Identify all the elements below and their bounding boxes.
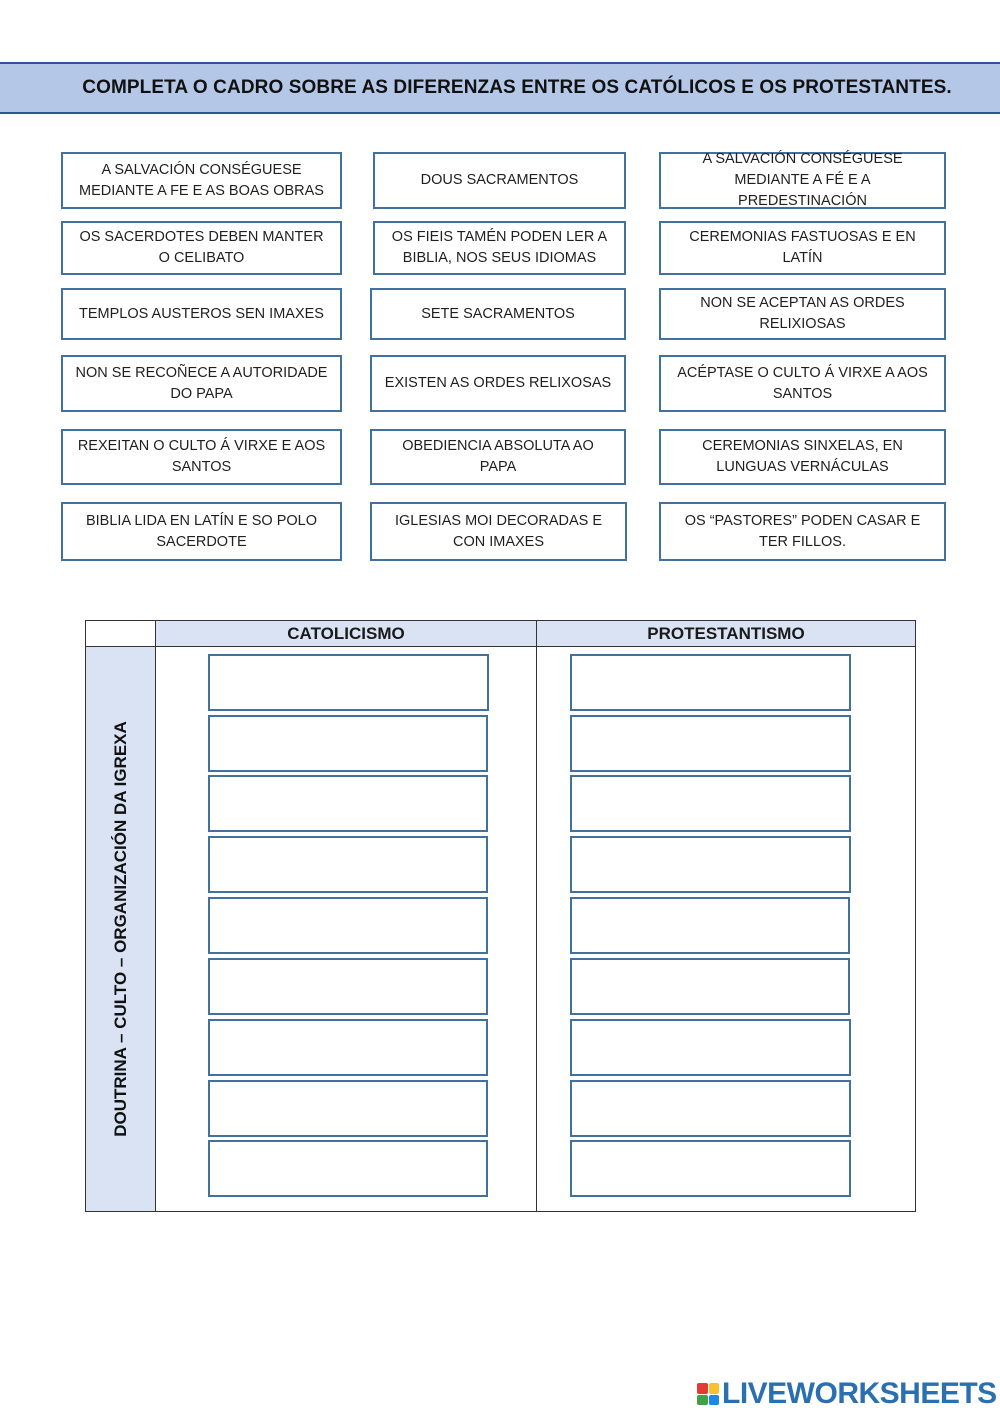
protestantismo-drop-slot[interactable] xyxy=(570,1080,851,1137)
protestantismo-drop-slot[interactable] xyxy=(570,958,850,1015)
catolicismo-drop-slot[interactable] xyxy=(208,897,488,954)
answer-card[interactable]: NON SE ACEPTAN AS ORDES RELIXIOSAS xyxy=(659,288,946,340)
answer-card[interactable]: DOUS SACRAMENTOS xyxy=(373,152,626,209)
liveworksheets-logo xyxy=(697,1378,997,1410)
protestantismo-drop-slot[interactable] xyxy=(570,1140,851,1197)
answer-card[interactable]: OS “PASTORES” PODEN CASAR E TER FILLOS. xyxy=(659,502,946,561)
answer-card[interactable]: TEMPLOS AUSTEROS SEN IMAXES xyxy=(61,288,342,340)
answer-card[interactable]: NON SE RECOÑECE A AUTORIDADE DO PAPA xyxy=(61,355,342,412)
catolicismo-drop-slot[interactable] xyxy=(208,715,488,772)
protestantismo-drop-slot[interactable] xyxy=(570,1019,851,1076)
title-banner xyxy=(0,62,1000,114)
logo-text: LIVEWORKSHEETS xyxy=(722,1377,997,1410)
protestantismo-drop-slot[interactable] xyxy=(570,836,851,893)
catolicismo-drop-slot[interactable] xyxy=(208,1140,488,1197)
table-corner-cell xyxy=(86,621,156,647)
page-title: COMPLETA O CADRO SOBRE AS DIFERENZAS ENTRE OS CATÓLICOS E OS PROTESTANTES. xyxy=(82,77,952,98)
answer-card[interactable]: EXISTEN AS ORDES RELIXOSAS xyxy=(370,355,626,412)
answer-card[interactable]: OS SACERDOTES DEBEN MANTER O CELIBATO xyxy=(61,221,342,275)
protestantismo-drop-slot[interactable] xyxy=(570,775,851,832)
answer-card[interactable]: OBEDIENCIA ABSOLUTA AO PAPA xyxy=(370,429,626,485)
protestantismo-drop-slot[interactable] xyxy=(570,897,850,954)
column-divider xyxy=(536,621,537,1211)
answer-card[interactable]: A SALVACIÓN CONSÉGUESE MEDIANTE A FÉ E A PREDESTINACIÓN xyxy=(659,152,946,209)
catolicismo-drop-slot[interactable] xyxy=(208,654,489,711)
catolicismo-header: CATOLICISMO xyxy=(156,621,536,647)
comparison-table xyxy=(85,620,916,1212)
answer-card[interactable]: IGLESIAS MOI DECORADAS E CON IMAXES xyxy=(370,502,627,561)
answer-card[interactable]: SETE SACRAMENTOS xyxy=(370,288,626,340)
protestantismo-drop-slot[interactable] xyxy=(570,654,851,711)
answer-card[interactable]: BIBLIA LIDA EN LATÍN E SO POLO SACERDOTE xyxy=(61,502,342,561)
row-label: DOUTRINA – CULTO – ORGANIZACIÓN DA IGREXA xyxy=(111,721,130,1137)
liveworksheets-logo-icon xyxy=(697,1383,719,1405)
catolicismo-drop-slot[interactable] xyxy=(208,1080,488,1137)
row-label-cell xyxy=(86,647,156,1211)
answer-card[interactable]: REXEITAN O CULTO Á VIRXE E AOS SANTOS xyxy=(61,429,342,485)
catolicismo-drop-slot[interactable] xyxy=(208,1019,488,1076)
answer-card[interactable]: CEREMONIAS FASTUOSAS E EN LATÍN xyxy=(659,221,946,275)
catolicismo-drop-slot[interactable] xyxy=(208,775,488,832)
protestantismo-drop-slot[interactable] xyxy=(570,715,851,772)
answer-card[interactable]: ACÉPTASE O CULTO Á VIRXE A AOS SANTOS xyxy=(659,355,946,412)
answer-card[interactable]: OS FIEIS TAMÉN PODEN LER A BIBLIA, NOS SEUS IDIOMAS xyxy=(373,221,626,275)
catolicismo-drop-slot[interactable] xyxy=(208,958,488,1015)
catolicismo-drop-slot[interactable] xyxy=(208,836,488,893)
answer-card[interactable]: A SALVACIÓN CONSÉGUESE MEDIANTE A FE E AS BOAS OBRAS xyxy=(61,152,342,209)
answer-card[interactable]: CEREMONIAS SINXELAS, EN LUNGUAS VERNÁCULAS xyxy=(659,429,946,485)
protestantismo-header: PROTESTANTISMO xyxy=(537,621,915,647)
